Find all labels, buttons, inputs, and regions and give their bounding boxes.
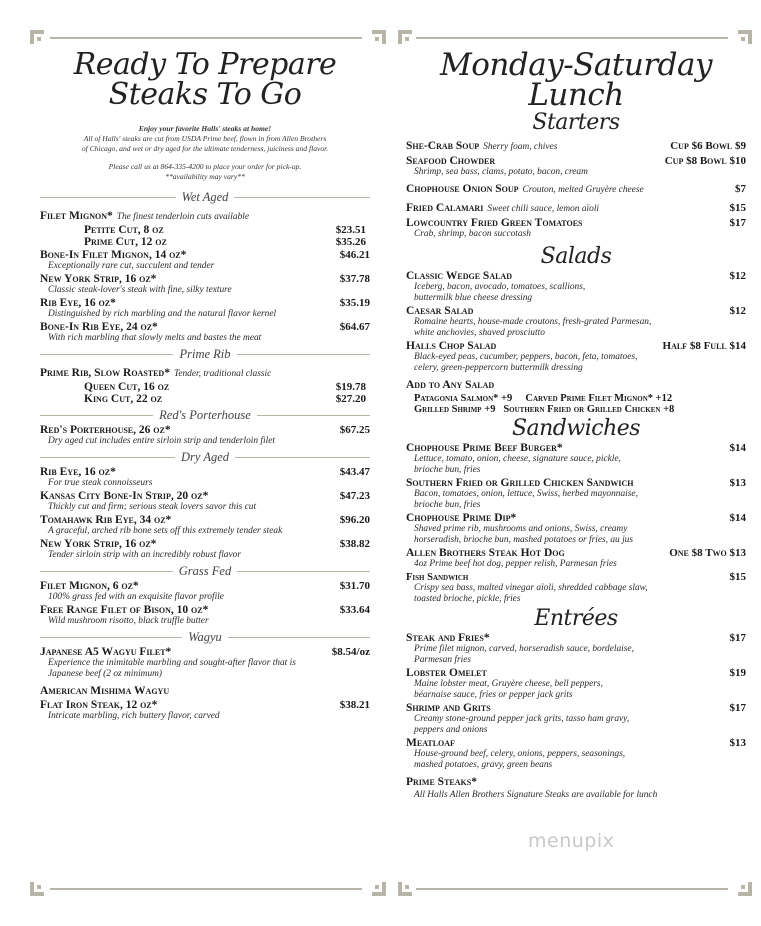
item-price: $14	[729, 442, 746, 454]
item-name: Lowcountry Fried Green Tomatoes	[406, 217, 583, 229]
menu-item	[40, 363, 370, 405]
item-name: Chophouse Prime Beef Burger*	[406, 442, 563, 454]
item-price: $7	[735, 183, 746, 195]
intro-availability: **availability may vary**	[165, 172, 245, 181]
item-name: Lobster Omelet	[406, 667, 487, 679]
section-divider	[40, 562, 370, 580]
menu-item	[406, 772, 746, 801]
menu-item	[406, 477, 746, 511]
item-name: Chophouse Onion Soup	[406, 183, 519, 195]
item-desc: Crispy sea bass, malted vinegar aïoli, shredded cabbage slaw,	[414, 583, 648, 593]
item-name: Fried Calamari	[406, 202, 484, 214]
item-name: Classic Wedge Salad	[406, 270, 512, 282]
menu-item	[40, 681, 370, 722]
item-desc: Crouton, melted Gruyère cheese	[522, 185, 644, 195]
item-desc: Romaine hearts, house-made croutons, fresh-grated Parmesan,	[414, 317, 652, 327]
item-name: Chophouse Prime Dip*	[406, 512, 517, 524]
item-name: Shrimp and Grits	[406, 702, 491, 714]
lunch-title: Monday-Saturday Lunch	[440, 47, 712, 113]
item-price: $37.78	[339, 273, 370, 285]
item-price: $12	[729, 305, 746, 317]
item-desc: Lettuce, tomato, onion, cheese, signature sauce, pickle,	[414, 454, 621, 464]
corner-ornament-icon	[28, 880, 46, 898]
menu-item	[40, 297, 370, 320]
item-desc: 100% grass fed with an exquisite flavor profile	[48, 592, 224, 602]
item-desc: Experience the inimitable marbling and sought-after flavor that is	[48, 658, 296, 668]
item-desc: The finest tenderloin cuts available	[116, 212, 250, 222]
menu-item	[40, 538, 370, 561]
menu-item	[406, 571, 746, 605]
item-price: One $8 Two $13	[669, 547, 746, 559]
item-desc: Maine lobster meat, Gruyère cheese, bell peppers,	[414, 679, 603, 689]
item-desc: Crab, shrimp, bacon succotash	[414, 229, 531, 239]
item-name: Japanese A5 Wagyu Filet*	[40, 646, 172, 658]
section-heading-sandwiches: Sandwiches	[511, 416, 641, 441]
menu-item	[406, 270, 746, 304]
item-name: Rib Eye, 16 oz*	[40, 466, 116, 478]
item-price: $35.19	[339, 297, 370, 309]
item-desc: Distinguished by rich marbling and the natural flavor kernel	[48, 309, 277, 319]
item-desc: Japanese beef (2 oz minimum)	[48, 669, 163, 679]
item-price: $15	[729, 202, 746, 214]
section-heading-starters: Starters	[532, 110, 620, 135]
intro-call: Please call us at 864-335-4200 to place your order for pick-up.	[108, 162, 302, 171]
item-desc: Sweet chili sauce, lemon aïoli	[487, 204, 600, 214]
menu-item	[406, 305, 746, 339]
item-price: $38.82	[339, 538, 370, 550]
page-title-line-1: Ready To Prepare	[73, 47, 337, 82]
section-heading-wagyu: Wagyu	[188, 629, 222, 644]
item-name: Seafood Chowder	[406, 155, 496, 167]
menu-item	[40, 424, 370, 447]
bottom-rule-right	[416, 888, 728, 890]
corner-ornament-icon	[370, 880, 388, 898]
section-divider	[40, 628, 370, 646]
intro-text: All of Halls' steaks are cut from USDA Prime beef, flown in from Allen Brothers	[83, 134, 327, 143]
menu-item	[406, 512, 746, 546]
item-desc: Tender, traditional classic	[173, 369, 272, 379]
menu-item	[40, 249, 370, 272]
item-name: New York Strip, 16 oz*	[40, 273, 157, 285]
item-name: Halls Chop Salad	[406, 340, 497, 352]
item-price: $47.23	[339, 490, 370, 502]
item-desc: brioche bun, fries	[414, 465, 481, 475]
section-heading-porterhouse: Red's Porterhouse	[159, 407, 251, 422]
bottom-rule-left	[50, 888, 362, 890]
item-desc: Dry aged cut includes entire sirloin strip and tenderloin filet	[48, 436, 275, 446]
item-price: $17	[729, 632, 746, 644]
item-price: $33.64	[339, 604, 370, 616]
item-desc: Thickly cut and firm; serious steak lovers savor this cut	[48, 502, 257, 512]
item-desc: For true steak connoisseurs	[48, 478, 153, 488]
item-price: $38.21	[339, 699, 370, 711]
intro-block	[40, 124, 370, 182]
menu-item	[406, 667, 746, 701]
item-desc: mashed potatoes, gravy, green beans	[414, 760, 553, 770]
item-desc: Iceberg, bacon, avocado, tomatoes, scallions,	[414, 282, 586, 292]
item-desc: Wild mushroom risotto, black truffle butter	[48, 616, 209, 626]
item-name: New York Strip, 16 oz*	[40, 538, 157, 550]
menu-item	[40, 466, 370, 489]
menu-item	[406, 136, 746, 154]
item-desc: House-ground beef, celery, onions, peppers, seasonings,	[414, 749, 626, 759]
section-divider	[40, 406, 370, 424]
section-heading-grass-fed: Grass Fed	[178, 563, 232, 578]
item-price: $23.51	[335, 224, 366, 236]
item-name: Petite Cut, 8 oz	[84, 224, 164, 236]
item-desc: A graceful, arched rib bone sets off this extremely tender steak	[48, 526, 283, 536]
item-desc: Exceptionally rare cut, succulent and tender	[48, 261, 215, 271]
section-divider	[40, 188, 370, 206]
item-name: Bone-In Filet Mignon, 14 oz*	[40, 249, 187, 261]
page-title-line-2: Steaks To Go	[108, 77, 302, 112]
item-desc: Black-eyed peas, cucumber, peppers, bacon, feta, tomatoes,	[414, 352, 638, 362]
item-name: Fish Sandwich	[406, 572, 469, 583]
item-price: $17	[729, 702, 746, 714]
item-desc: toasted brioche, pickle, fries	[414, 594, 521, 604]
item-desc: béarnaise sauce, fries or pepper jack grits	[414, 690, 573, 700]
item-desc: Bacon, tomatoes, onion, lettuce, Swiss, herbed mayonnaise,	[414, 489, 638, 499]
item-price: $43.47	[339, 466, 370, 478]
item-desc: Creamy stone-ground pepper jack grits, tasso ham gravy,	[414, 714, 630, 724]
steaks-to-go-column	[40, 44, 370, 723]
item-price: Half $8 Full $14	[662, 340, 746, 352]
item-price: $46.21	[339, 249, 370, 261]
item-price: $8.54/oz	[331, 646, 370, 658]
menu-item	[406, 375, 746, 415]
item-desc: horseradish, brioche bun, mashed potatoes or fries, au jus	[414, 535, 634, 545]
menu-item	[406, 217, 746, 240]
section-heading-dry-aged: Dry Aged	[180, 449, 230, 464]
item-desc: With rich marbling that slowly melts and bastes the meat	[48, 333, 262, 343]
menu-item	[406, 198, 746, 216]
item-name: Prime Cut, 12 oz	[84, 236, 167, 248]
item-name: Caesar Salad	[406, 305, 474, 317]
section-heading-wet-aged: Wet Aged	[181, 189, 229, 204]
watermark-logo: menupix	[528, 830, 615, 852]
item-desc: Shaved prime rib, mushrooms and onions, Swiss, creamy	[414, 524, 628, 534]
item-name: Flat Iron Steak, 12 oz*	[40, 699, 158, 711]
menu-item	[406, 737, 746, 771]
item-name: Steak and Fries*	[406, 632, 490, 644]
menu-item	[406, 179, 746, 197]
item-name: Filet Mignon*	[40, 210, 113, 222]
top-rule-left	[50, 37, 362, 39]
section-divider	[40, 345, 370, 363]
item-desc: Shrimp, sea bass, clams, potato, bacon, cream	[414, 167, 588, 177]
item-price: Cup $6 Bowl $9	[670, 140, 746, 152]
item-name: Queen Cut, 16 oz	[84, 381, 170, 393]
item-name: Southern Fried or Grilled Chicken Sandwich	[406, 477, 634, 489]
item-price: $19	[729, 667, 746, 679]
menu-item	[40, 490, 370, 513]
section-heading-entrees: Entrées	[534, 606, 618, 631]
item-desc: All Halls Allen Brothers Signature Steaks are available for lunch	[414, 790, 658, 800]
item-name: American Mishima Wagyu	[40, 685, 170, 697]
item-desc: Classic steak-lover's steak with fine, silky texture	[48, 285, 232, 295]
menu-item	[40, 273, 370, 296]
item-desc: brioche bun, fries	[414, 500, 481, 510]
item-name: King Cut, 22 oz	[84, 393, 163, 405]
item-desc: white anchovies, shaved prosciutto	[414, 328, 545, 338]
add-on-line: Grilled Shrimp +9 Southern Fried or Grilled Chicken +8	[414, 404, 675, 415]
item-price: $15	[729, 571, 746, 583]
item-name: Rib Eye, 16 oz*	[40, 297, 116, 309]
section-heading-salads: Salads	[540, 244, 612, 269]
item-desc: Prime filet mignon, carved, horseradish sauce, bordelaise,	[414, 644, 634, 654]
item-name: Prime Rib, Slow Roasted*	[40, 367, 170, 379]
item-name: Red's Porterhouse, 26 oz*	[40, 424, 171, 436]
menu-item	[40, 321, 370, 344]
corner-ornament-icon	[396, 880, 414, 898]
lunch-menu-column	[406, 44, 746, 802]
section-divider	[40, 448, 370, 466]
item-name: Meatloaf	[406, 737, 455, 749]
menu-item	[40, 604, 370, 627]
item-name: Filet Mignon, 6 oz*	[40, 580, 139, 592]
item-price: $27.20	[335, 393, 366, 405]
menu-item	[406, 632, 746, 666]
add-on-line: Patagonia Salmon* +9 Carved Prime Filet Mignon* +12	[414, 393, 673, 404]
menu-item	[406, 340, 746, 374]
item-name: She-Crab Soup	[406, 140, 480, 152]
item-price: $17	[729, 217, 746, 229]
corner-ornament-icon	[370, 28, 388, 46]
item-price: $96.20	[339, 514, 370, 526]
item-name: Tomahawk Rib Eye, 34 oz*	[40, 514, 172, 526]
intro-heading: Enjoy your favorite Halls' steaks at home!	[138, 124, 272, 133]
menu-item	[406, 547, 746, 570]
item-price: $35.26	[335, 236, 366, 248]
item-desc: 4oz Prime beef hot dog, pepper relish, Parmesan fries	[414, 559, 617, 569]
item-price: $31.70	[339, 580, 370, 592]
item-price: $64.67	[339, 321, 370, 333]
item-price: $19.78	[335, 381, 366, 393]
menu-item	[406, 702, 746, 736]
menu-item	[406, 155, 746, 178]
item-name: Bone-In Rib Eye, 24 oz*	[40, 321, 158, 333]
item-price: $13	[729, 477, 746, 489]
section-heading-prime-rib: Prime Rib	[179, 346, 231, 361]
menu-item	[40, 580, 370, 603]
item-price: $67.25	[339, 424, 370, 436]
item-name: Allen Brothers Steak Hot Dog	[406, 547, 565, 559]
intro-text: of Chicago, and wet or dry aged for the ultimate tenderness, juiciness and flavor.	[81, 144, 329, 153]
item-desc: Sherry foam, chives	[483, 142, 558, 152]
item-name: Add to Any Salad	[406, 379, 495, 391]
item-name: Free Range Filet of Bison, 10 oz*	[40, 604, 209, 616]
menu-item	[40, 514, 370, 537]
top-rule-right	[416, 37, 728, 39]
item-desc: buttermilk blue cheese dressing	[414, 293, 533, 303]
item-name: Prime Steaks*	[406, 776, 477, 788]
menu-item	[40, 206, 370, 248]
item-desc: celery, green-peppercorn buttermilk dressing	[414, 363, 583, 373]
menu-item	[40, 646, 370, 680]
menu-item	[406, 442, 746, 476]
corner-ornament-icon	[736, 880, 754, 898]
item-desc: peppers and onions	[414, 725, 488, 735]
item-name: Kansas City Bone-In Strip, 20 oz*	[40, 490, 209, 502]
item-desc: Parmesan fries	[414, 655, 472, 665]
item-price: $14	[729, 512, 746, 524]
item-price: $12	[729, 270, 746, 282]
item-price: Cup $8 Bowl $10	[664, 155, 746, 167]
item-desc: Tender sirloin strip with an incredibly robust flavor	[48, 550, 241, 560]
item-desc: Intricate marbling, rich buttery flavor, carved	[48, 711, 220, 721]
item-price: $13	[729, 737, 746, 749]
